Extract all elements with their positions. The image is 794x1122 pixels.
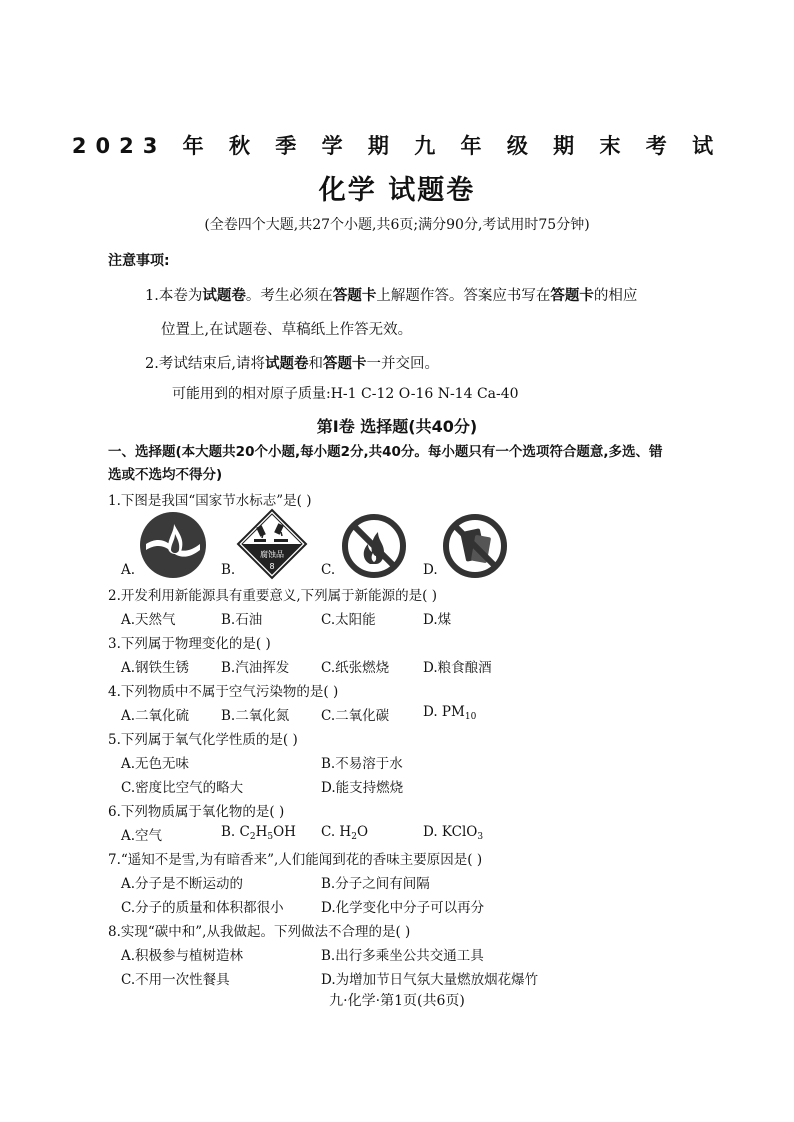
option-7b: B.分子之间有间隔 xyxy=(321,876,430,892)
option-6a: A.空气 xyxy=(121,828,163,844)
option-6b-text: B. C xyxy=(221,824,250,840)
notice-text: 的相应 xyxy=(593,288,638,304)
option-3c: C.纸张燃烧 xyxy=(321,660,390,676)
section-instructions: 一、选择题(本大题共20个小题,每小题2分,共40分。每小题只有一个选项符合题意,多选、错 xyxy=(108,444,663,460)
option-8b: B.出行多乘坐公共交通工具 xyxy=(321,948,484,964)
formula-subscript: 2 xyxy=(249,832,256,842)
option-5a: A.无色无味 xyxy=(121,756,190,772)
option-1b-label: B. xyxy=(221,562,236,578)
page-footer: 九·化学·第1页(共6页) xyxy=(329,993,465,1009)
option-2b: B.石油 xyxy=(221,612,263,628)
option-5c: C.密度比空气的略大 xyxy=(121,780,244,796)
option-6c-text: C. H xyxy=(321,824,352,840)
corrosive-sign-label: 腐蚀品 xyxy=(260,550,284,559)
notice-emphasis: 答题卡 xyxy=(322,355,367,372)
option-8d: D.为增加节日气氛大量燃放烟花爆竹 xyxy=(321,972,539,988)
option-7c: C.分子的质量和体积都很小 xyxy=(121,900,284,916)
question-6-stem: 6.下列物质属于氧化物的是( ) xyxy=(108,804,285,820)
notice-text: 1.本卷为 xyxy=(145,288,203,304)
exam-info: (全卷四个大题,共27个小题,共6页;满分90分,考试用时75分钟) xyxy=(204,217,590,233)
corrosive-hazard-sign-icon xyxy=(236,508,308,584)
option-4a: A.二氧化硫 xyxy=(121,708,190,724)
formula-subscript: 5 xyxy=(267,832,274,842)
formula-text: H xyxy=(255,824,268,840)
subject-title: 化学 试题卷 xyxy=(318,175,476,206)
no-fire-sign-icon xyxy=(340,512,408,584)
section-instructions-line2: 选或不选均不得分) xyxy=(108,467,223,483)
question-3-stem: 3.下列属于物理变化的是( ) xyxy=(108,636,271,652)
notice-heading: 注意事项: xyxy=(108,253,170,269)
question-5-stem: 5.下列属于氧气化学性质的是( ) xyxy=(108,732,298,748)
option-4b: B.二氧化氮 xyxy=(221,708,290,724)
option-2a: A.天然气 xyxy=(121,612,176,628)
notice-emphasis: 答题卡 xyxy=(332,287,377,304)
option-3b: B.汽油挥发 xyxy=(221,660,290,676)
notice-text: 一并交回。 xyxy=(366,356,439,372)
notice-item-2 xyxy=(145,352,439,373)
notice-item-1-line2: 位置上,在试题卷、草稿纸上作答无效。 xyxy=(161,322,413,338)
formula-subscript: 2 xyxy=(351,832,357,842)
question-7-stem: 7.“遥知不是雪,为有暗香来”,人们能闻到花的香味主要原因是( ) xyxy=(108,852,483,868)
question-4-stem: 4.下列物质中不属于空气污染物的是( ) xyxy=(108,684,339,700)
part1-title: 第Ⅰ卷 选择题(共40分) xyxy=(316,417,478,436)
formula-text: OH xyxy=(273,824,296,840)
formula-subscript: 3 xyxy=(477,832,484,842)
question-8-stem: 8.实现“碳中和”,从我做起。下列做法不合理的是( ) xyxy=(108,924,411,940)
option-6b xyxy=(221,824,296,842)
option-6c xyxy=(321,824,368,842)
option-6d xyxy=(423,824,483,842)
no-drums-sign-icon xyxy=(441,512,509,584)
formula-text: O xyxy=(356,824,369,840)
exam-title: 2023 年 秋 季 学 期 九 年 级 期 末 考 试 xyxy=(71,134,723,158)
notice-emphasis: 试题卷 xyxy=(202,287,246,304)
option-7d: D.化学变化中分子可以再分 xyxy=(321,900,485,916)
notice-text: 和 xyxy=(308,356,323,372)
notice-text: 2.考试结束后,请将 xyxy=(145,356,265,372)
option-2d: D.煤 xyxy=(423,612,452,628)
corrosive-sign-number: 8 xyxy=(269,562,275,571)
notice-emphasis: 试题卷 xyxy=(264,355,309,372)
option-4d-subscript: 10 xyxy=(464,712,477,722)
notice-text: 。考生必须在 xyxy=(245,288,333,304)
option-8c: C.不用一次性餐具 xyxy=(121,972,230,988)
option-1d-label: D. xyxy=(423,562,438,578)
option-3d: D.粮食酿酒 xyxy=(423,660,492,676)
option-8a: A.积极参与植树造林 xyxy=(121,948,244,964)
option-4d-text: D. PM xyxy=(423,704,465,720)
water-saving-sign-icon xyxy=(138,510,208,584)
option-1a-label: A. xyxy=(121,562,136,578)
option-7a: A.分子是不断运动的 xyxy=(121,876,244,892)
option-3a: A.钢铁生锈 xyxy=(121,660,190,676)
atomic-mass-note: 可能用到的相对原子质量:H-1 C-12 O-16 N-14 Ca-40 xyxy=(172,386,519,402)
notice-emphasis: 答题卡 xyxy=(550,287,594,304)
question-2-stem: 2.开发利用新能源具有重要意义,下列属于新能源的是( ) xyxy=(108,588,437,604)
notice-item-1 xyxy=(145,284,637,305)
option-6d-text: D. KClO xyxy=(423,824,478,840)
option-5d: D.能支持燃烧 xyxy=(321,780,404,796)
option-4c: C.二氧化碳 xyxy=(321,708,390,724)
option-5b: B.不易溶于水 xyxy=(321,756,403,772)
option-2c: C.太阳能 xyxy=(321,612,376,628)
option-4d xyxy=(423,704,476,722)
notice-text: 上解题作答。答案应书写在 xyxy=(376,288,551,304)
option-1c-label: C. xyxy=(321,562,336,578)
question-1-stem: 1.下图是我国“国家节水标志”是( ) xyxy=(108,493,312,509)
